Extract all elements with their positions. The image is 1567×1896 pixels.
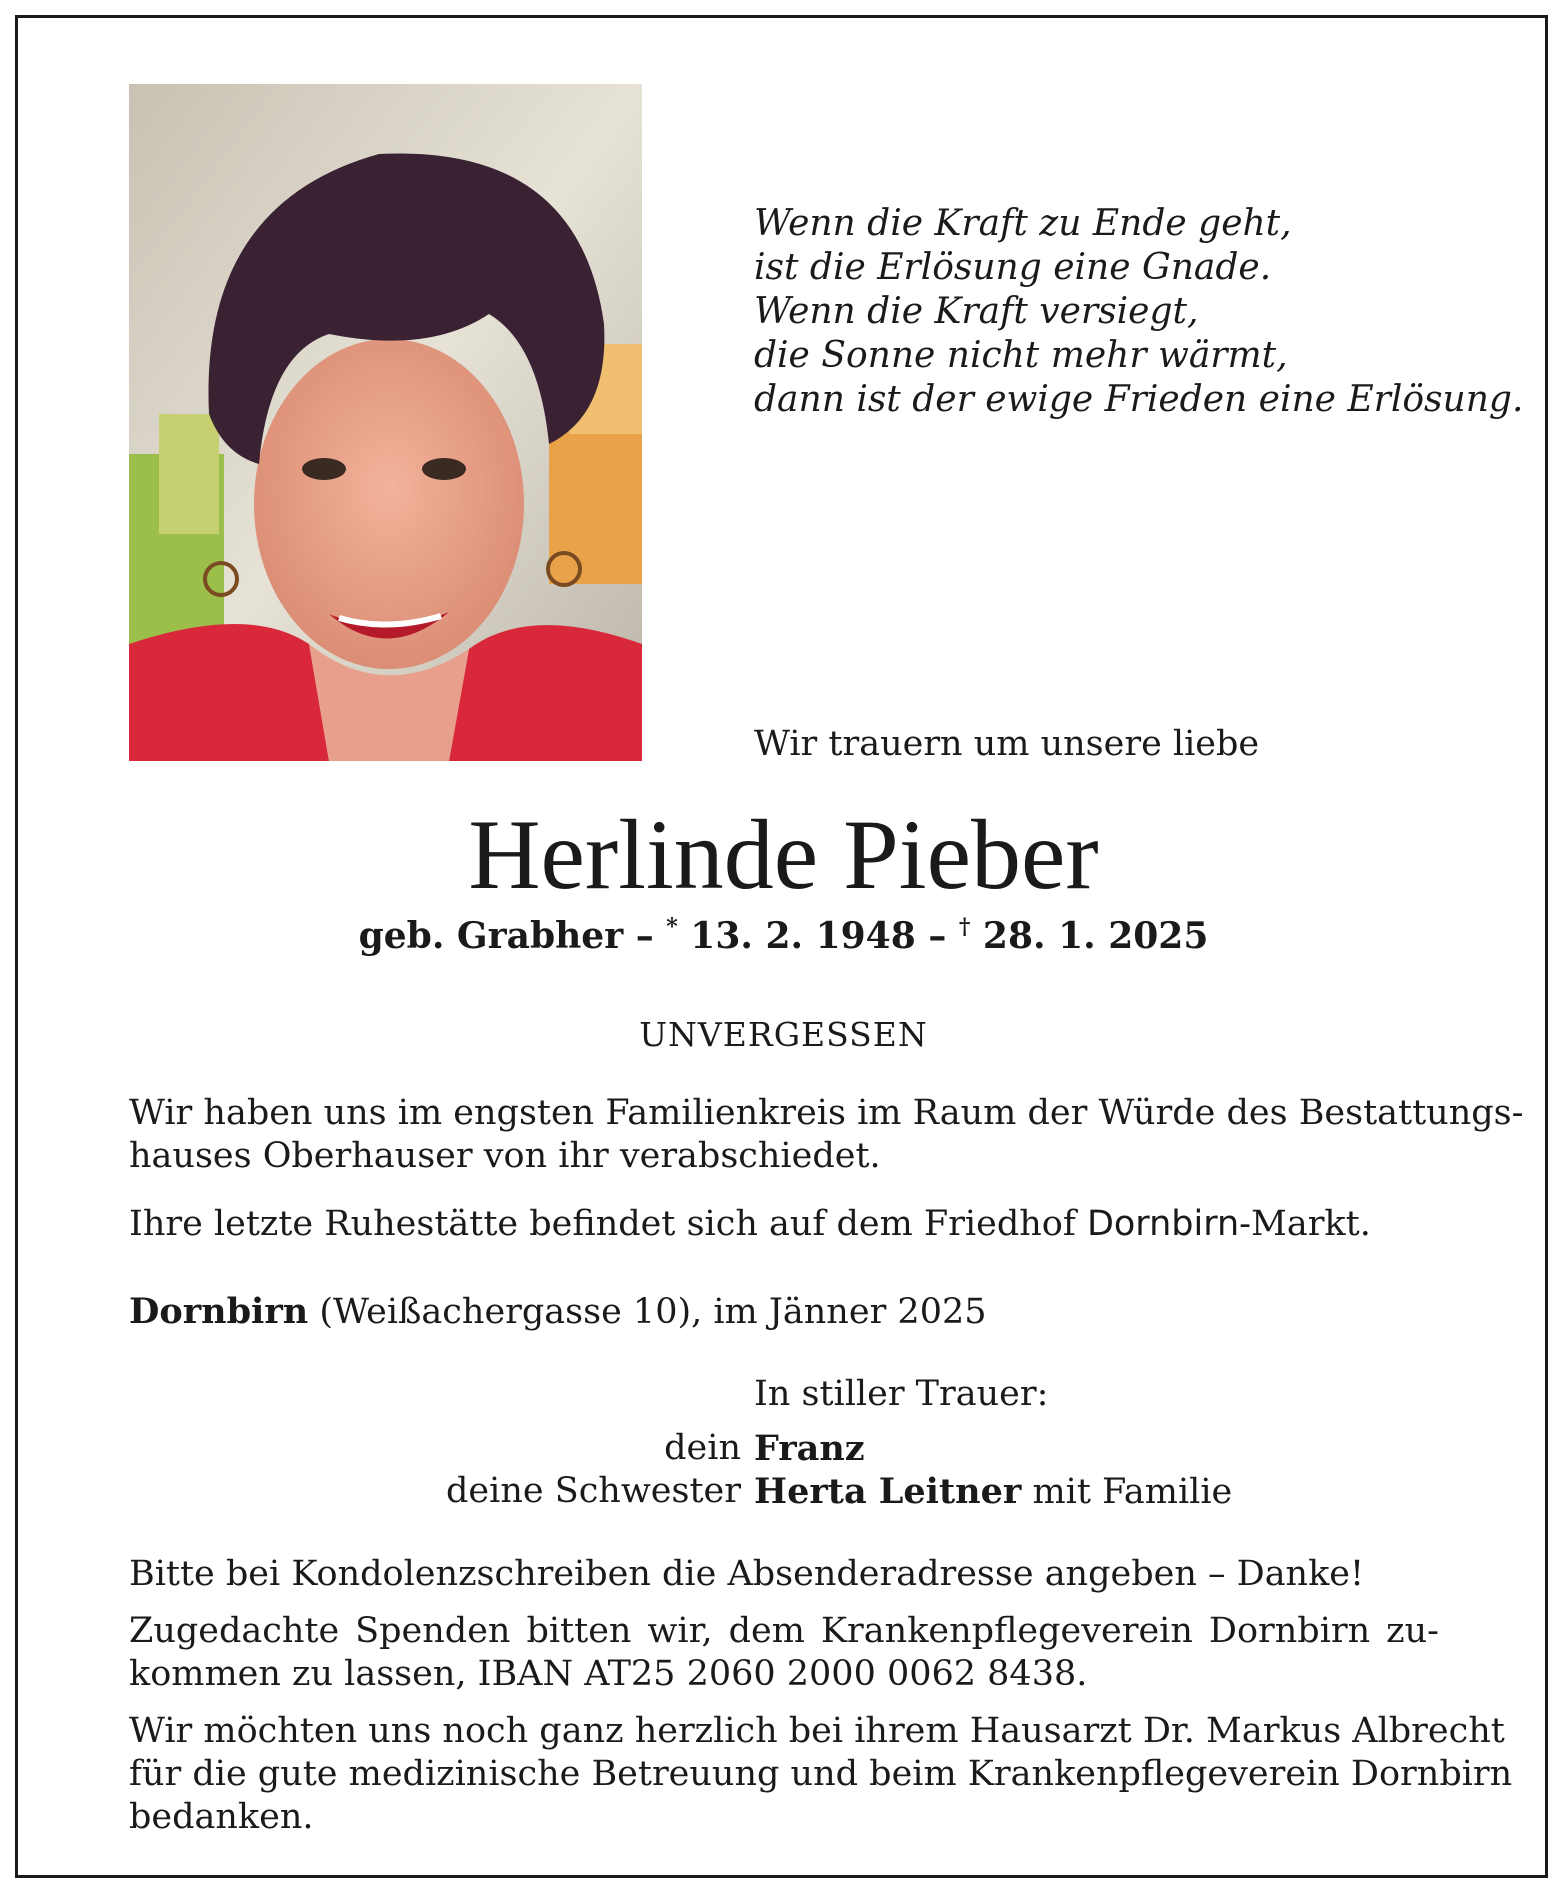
thanks-line: Wir möchten uns noch ganz herzlich bei ihrem Hausarzt Dr. Markus Albrecht xyxy=(129,1711,1505,1751)
death-date: 28. 1. 2025 xyxy=(970,915,1209,957)
separator: – xyxy=(623,915,667,957)
intro-text: Wir trauern um unsere liebe xyxy=(754,724,1260,764)
condolence-text: Bitte bei Kondolenzschreiben die Absenderadresse angeben – Danke! xyxy=(129,1554,1365,1594)
portrait-photo xyxy=(129,84,642,761)
place-city: Dornbirn xyxy=(129,1291,309,1332)
death-cross-icon: † xyxy=(958,914,971,940)
thanks-note xyxy=(129,1710,1513,1839)
mourner-relation: deine Schwester xyxy=(446,1471,741,1511)
mourners-heading: In stiller Trauer: xyxy=(754,1374,1049,1414)
poem-line: dann ist der ewige Frieden eine Erlösung. xyxy=(754,379,1524,420)
birth-date: 13. 2. 1948 xyxy=(677,915,916,957)
resting-place-city: Dornbirn xyxy=(1086,1204,1240,1244)
resting-place-paragraph xyxy=(129,1203,1439,1246)
farewell-line: Wir haben uns im engsten Familienkreis im Raum der Würde des Bestattungs- xyxy=(129,1093,1524,1133)
thanks-line: bedanken. xyxy=(129,1797,314,1837)
poem-line: die Sonne nicht mehr wärmt, xyxy=(754,335,1288,376)
deceased-name: Herlinde Pieber xyxy=(468,799,1099,910)
mourner-name: Herta Leitner xyxy=(754,1471,1022,1512)
donation-line: Zugedachte Spenden bitten wir, dem Krankenpflegeverein Dornbirn zu- xyxy=(129,1611,1439,1651)
resting-place-suffix: -Markt. xyxy=(1239,1204,1371,1244)
poem xyxy=(754,202,1524,422)
separator: – xyxy=(915,915,959,957)
farewell-paragraph xyxy=(129,1092,1524,1178)
poem-line: Wenn die Kraft zu Ende geht, xyxy=(754,203,1292,244)
mourner-relation: dein xyxy=(664,1428,741,1468)
resting-place-text: Ihre letzte Ruhestätte befindet sich auf dem Friedhof xyxy=(129,1204,1087,1244)
birth-name: geb. Grabher xyxy=(358,915,624,957)
mourner-suffix: mit Familie xyxy=(1021,1472,1233,1512)
poem-line: Wenn die Kraft versiegt, xyxy=(754,291,1199,332)
place-date-line xyxy=(129,1290,1439,1334)
section-heading: UNVERGESSEN xyxy=(639,1015,928,1054)
condolence-note xyxy=(129,1553,1439,1596)
place-address-date: (Weißachergasse 10), im Jänner 2025 xyxy=(308,1292,987,1332)
thanks-line: für die gute medizinische Betreuung und beim Krankenpflegeverein Dornbirn xyxy=(129,1754,1513,1794)
farewell-line: hauses Oberhauser von ihr verabschiedet. xyxy=(129,1136,881,1176)
birth-death-dates xyxy=(0,914,1567,957)
donation-note xyxy=(129,1610,1439,1696)
donation-line: kommen zu lassen, IBAN AT25 2060 2000 0062 8438. xyxy=(129,1654,1088,1694)
mourner-name: Franz xyxy=(754,1428,865,1469)
birth-star-icon: * xyxy=(666,914,678,940)
poem-line: ist die Erlösung eine Gnade. xyxy=(754,247,1272,288)
